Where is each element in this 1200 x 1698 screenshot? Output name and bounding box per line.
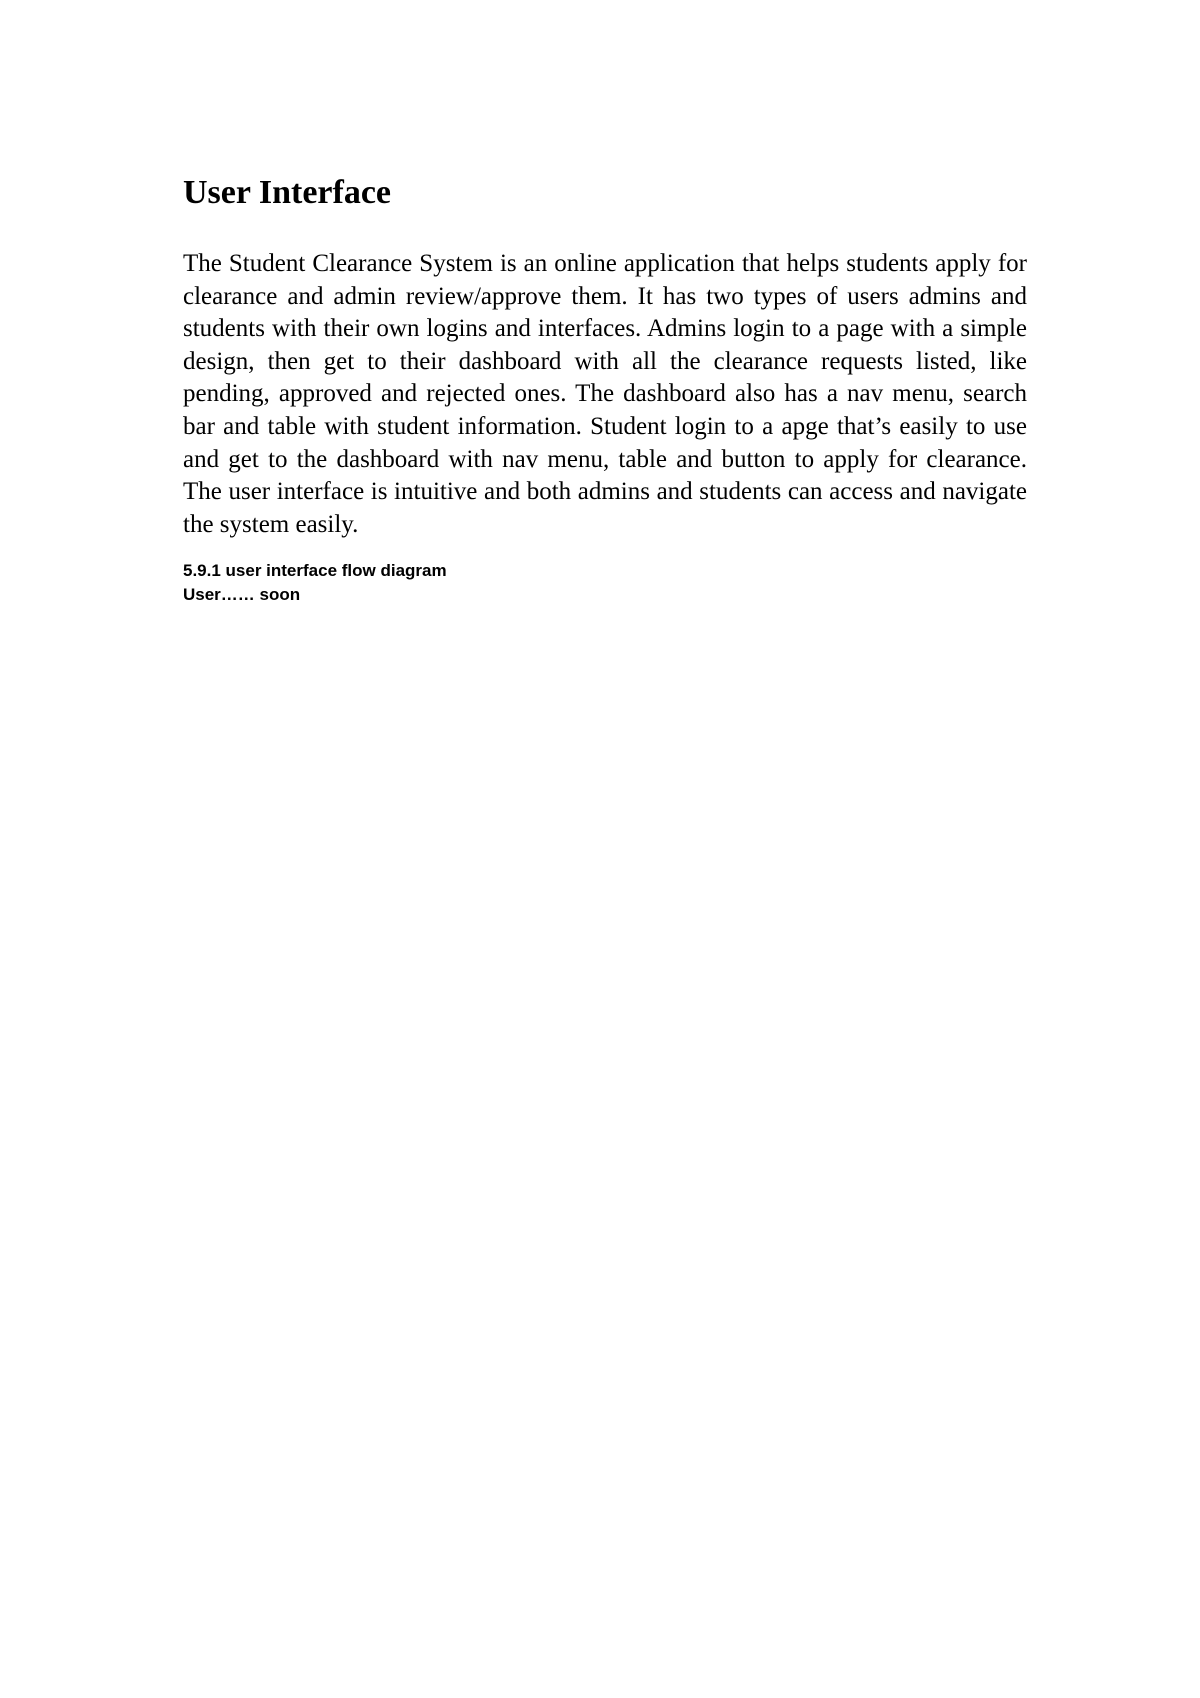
subsection-caption: 5.9.1 user interface flow diagram	[183, 561, 447, 581]
page-content	[183, 170, 1027, 607]
placeholder-text: User…… soon	[183, 585, 301, 605]
body-paragraph: The Student Clearance System is an online application that helps students apply for clearance and admin review/approve them. It has two types of users admins and students with their own logins and interfaces. Admins login to a page with a simple design, then get to their dashboard with all the clearance requests listed, like pending, approved and rejected ones. The dashboard also has a nav menu, search bar and table with student information. Student login to a apge that’s easily to use and get to the dashboard with nav menu, table and button to apply for clearance. The user interface is intuitive and both admins and students can access and navigate the system easily.	[183, 250, 1027, 538]
section-heading: User Interface	[183, 174, 392, 211]
